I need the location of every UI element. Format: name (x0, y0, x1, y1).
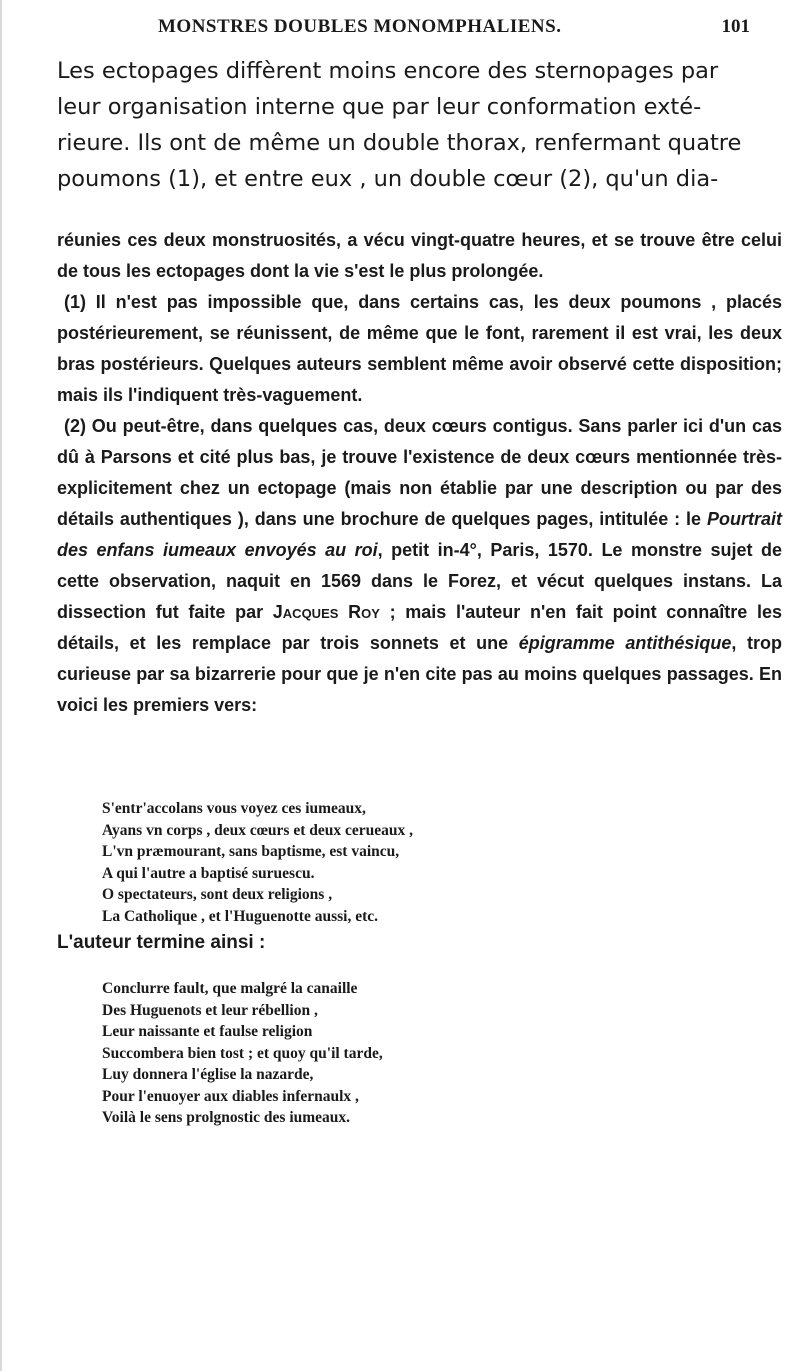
verse-line: La Catholique , et l'Huguenotte aussi, etc. (102, 907, 378, 925)
footnote-2-name: Jacques Roy (272, 602, 380, 622)
footnote-2-text-a: (2) Ou peut-être, dans quelques cas, deux cœurs contigus. Sans parler ici d'un cas dû à Parsons et cité plus bas, je trouve l'existence de deux cœurs mentionnée très-explicitement chez un ectopage (mais non établie par une description ou par des détails authentiques ), dans une brochure de quelques pages, intitulée : le (57, 416, 782, 529)
verse-line: Ayans vn corps , deux cœurs et deux cerueaux , (102, 821, 413, 839)
verse-block-2 (102, 978, 383, 1129)
footnote-2-title: Pourtrait des enfans iumeaux envoyés au roi (57, 509, 782, 560)
verse-line: Des Huguenots et leur rébellion , (102, 1001, 318, 1019)
verse-line: Luy donnera l'église la nazarde, (102, 1066, 314, 1083)
verse-block-1 (102, 798, 413, 927)
page-header (158, 16, 750, 42)
running-head: MONSTRES DOUBLES MONOMPHALIENS. (158, 16, 562, 37)
scan-edge (0, 0, 2, 1371)
main-text-line: rieure. Ils ont de même un double thorax, renfermant quatre (57, 130, 742, 156)
footnote-2-text-c: ; mais l'auteur n'en fait point connaître les détails, et les remplace par trois sonnets et une (57, 602, 782, 653)
main-text-line: Les ectopages diffèrent moins encore des sternopages par (57, 58, 719, 84)
footnote-2-text-d: , trop curieuse par sa bizarrerie pour que je n'en cite pas au moins quelques passages. En voici les premiers vers: (57, 633, 782, 715)
footnote-1: (1) Il n'est pas impossible que, dans certains cas, les deux poumons , placés postérieurement, se réunissent, de même que le font, rarement il est vrai, les deux bras postérieurs. Quelques auteurs semblent même avoir observé cette disposition; mais ils l'indiquent très-vaguement. (57, 292, 782, 405)
verse-line: L'vn præmourant, sans baptisme, est vaincu, (102, 843, 400, 860)
verse-line: Succombera bien tost ; et quoy qu'il tarde, (102, 1044, 383, 1062)
verse-line: O spectateurs, sont deux religions , (102, 886, 333, 903)
main-text (57, 53, 782, 197)
footnote-2-text-b: , petit in-4°, Paris, 1570. Le monstre sujet de cette observation, naquit en 1569 dans le Forez, et vécut quelques instans. La dissection fut faite par (57, 540, 782, 622)
footnote-2-epigram: épigramme antithésique (518, 633, 732, 653)
footnote-2 (57, 411, 782, 721)
verse-line: Conclurre fault, que malgré la canaille (102, 980, 358, 997)
auteur-line: L'auteur termine ainsi : (57, 932, 266, 953)
verse-line: Voilà le sens prolgnostic des iumeaux. (102, 1109, 351, 1126)
footnotes (57, 225, 782, 721)
verse-line: Pour l'enuoyer aux diables infernaulx , (102, 1087, 359, 1105)
note-continuation: réunies ces deux monstruosités, a vécu vingt-quatre heures, et se trouve être celui de tous les ectopages dont la vie s'est le plus prolongée. (57, 230, 782, 281)
verse-line: A qui l'autre a baptisé suruescu. (102, 864, 315, 882)
verse-line: S'entr'accolans vous voyez ces iumeaux, (102, 800, 366, 817)
page-number: 101 (721, 16, 750, 37)
main-text-line: leur organisation interne que par leur conformation exté- (57, 94, 702, 120)
main-text-line: poumons (1), et entre eux , un double cœur (2), qu'un dia- (57, 166, 719, 192)
verse-line: Leur naissante et faulse religion (102, 1023, 313, 1040)
